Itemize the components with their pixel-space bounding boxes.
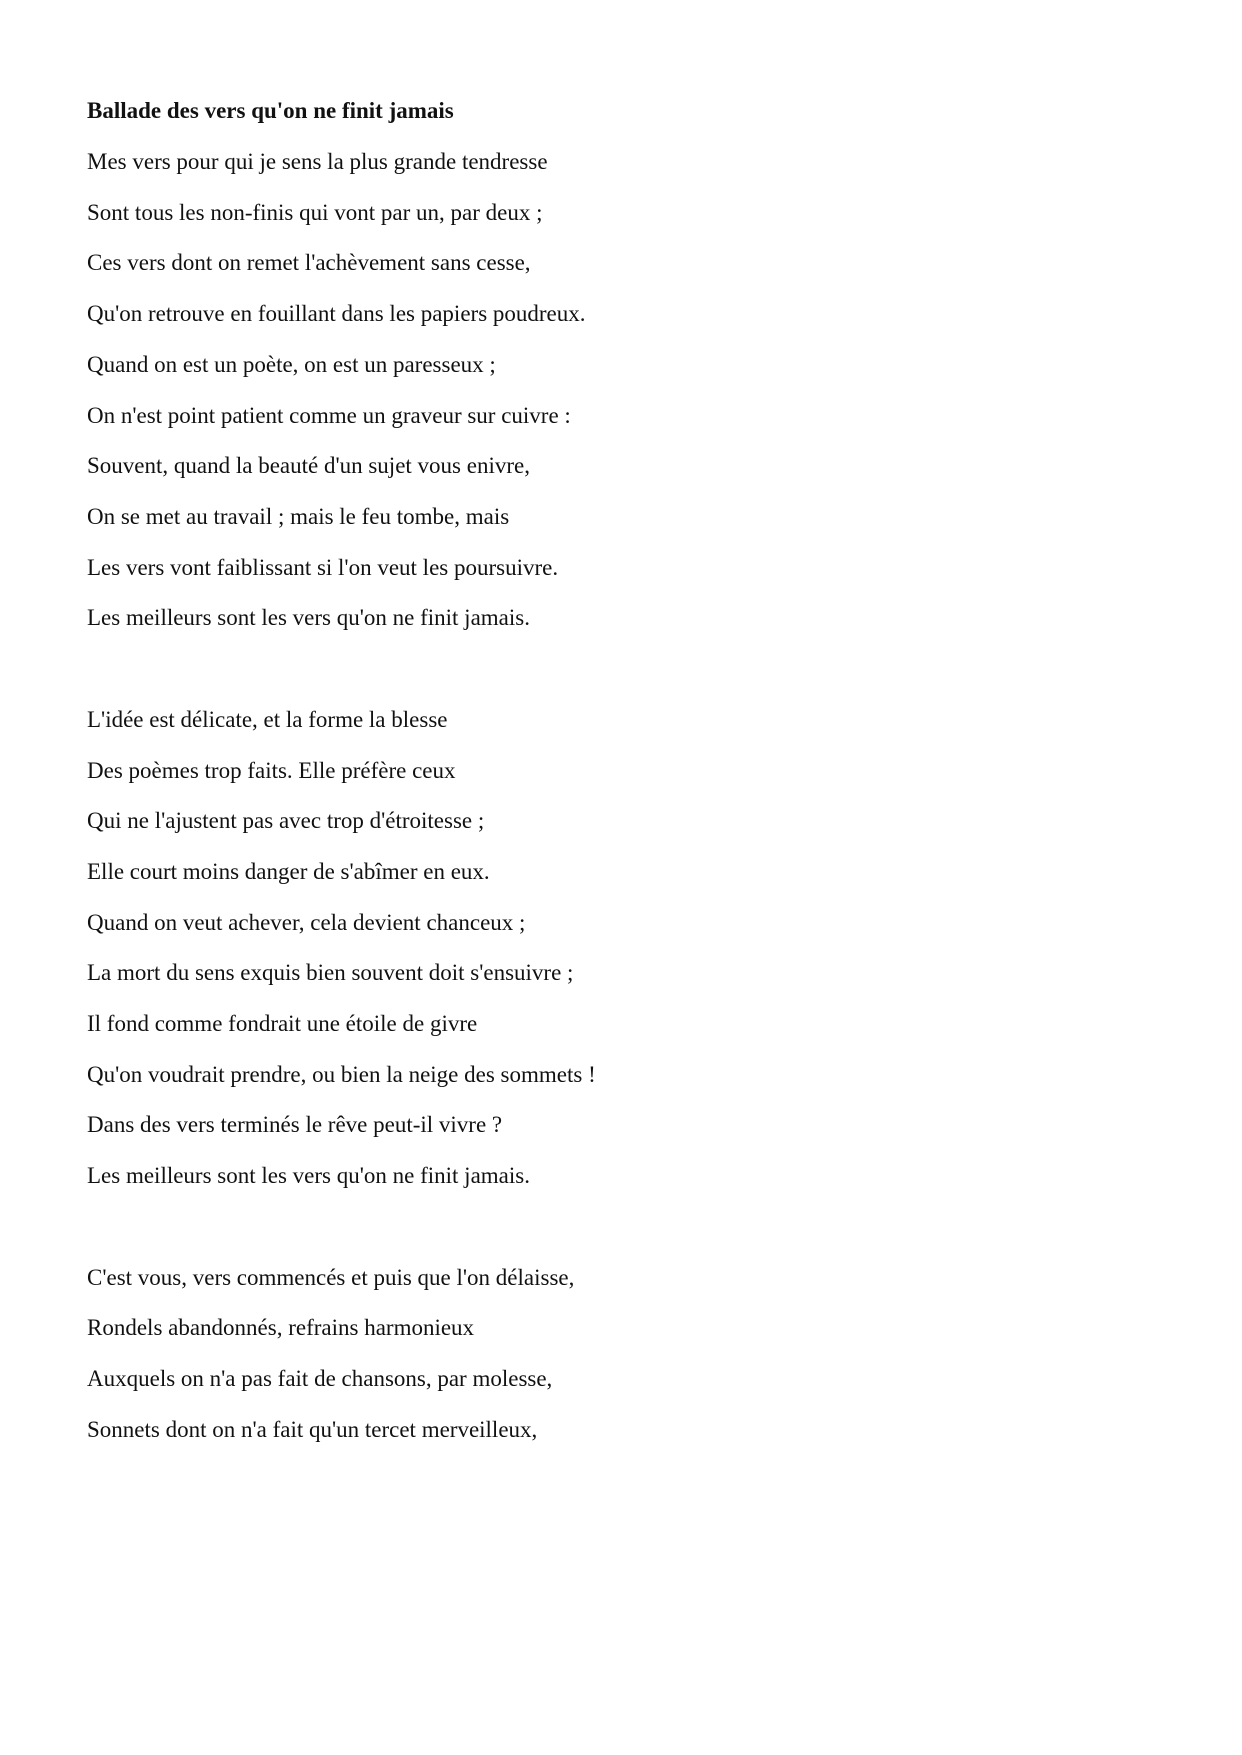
poem-title: Ballade des vers qu'on ne finit jamais	[87, 98, 454, 123]
verse-line: Quand on est un poète, on est un paresseux ;	[87, 352, 496, 377]
verse-line: Dans des vers terminés le rêve peut-il vivre ?	[87, 1112, 503, 1137]
verse-line: Des poèmes trop faits. Elle préfère ceux	[87, 758, 456, 783]
verse-line: La mort du sens exquis bien souvent doit s'ensuivre ;	[87, 960, 574, 985]
verse-line: Sont tous les non-finis qui vont par un, par deux ;	[87, 200, 543, 225]
verse-line: Sonnets dont on n'a fait qu'un tercet merveilleux,	[87, 1417, 538, 1442]
verse-line: On se met au travail ; mais le feu tombe, mais	[87, 504, 510, 529]
verse-line: Qu'on voudrait prendre, ou bien la neige des sommets !	[87, 1062, 596, 1087]
verse-line: Auxquels on n'a pas fait de chansons, par molesse,	[87, 1366, 553, 1391]
verse-line: On n'est point patient comme un graveur sur cuivre :	[87, 403, 571, 428]
verse-line: Ces vers dont on remet l'achèvement sans cesse,	[87, 250, 531, 275]
verse-line: Quand on veut achever, cela devient chanceux ;	[87, 910, 526, 935]
verse-line: Qu'on retrouve en fouillant dans les papiers poudreux.	[87, 301, 586, 326]
refrain-line: Les meilleurs sont les vers qu'on ne finit jamais.	[87, 605, 530, 630]
verse-line: Rondels abandonnés, refrains harmonieux	[87, 1315, 475, 1340]
verse-line: L'idée est délicate, et la forme la blesse	[87, 707, 448, 732]
verse-line: Il fond comme fondrait une étoile de givre	[87, 1011, 478, 1036]
verse-line: Qui ne l'ajustent pas avec trop d'étroitesse ;	[87, 808, 485, 833]
verse-line: Mes vers pour qui je sens la plus grande tendresse	[87, 149, 548, 174]
verse-line: C'est vous, vers commencés et puis que l'on délaisse,	[87, 1265, 575, 1290]
verse-line: Elle court moins danger de s'abîmer en eux.	[87, 859, 490, 884]
verse-line: Souvent, quand la beauté d'un sujet vous enivre,	[87, 453, 530, 478]
refrain-line: Les meilleurs sont les vers qu'on ne finit jamais.	[87, 1163, 530, 1188]
verse-line: Les vers vont faiblissant si l'on veut les poursuivre.	[87, 555, 559, 580]
